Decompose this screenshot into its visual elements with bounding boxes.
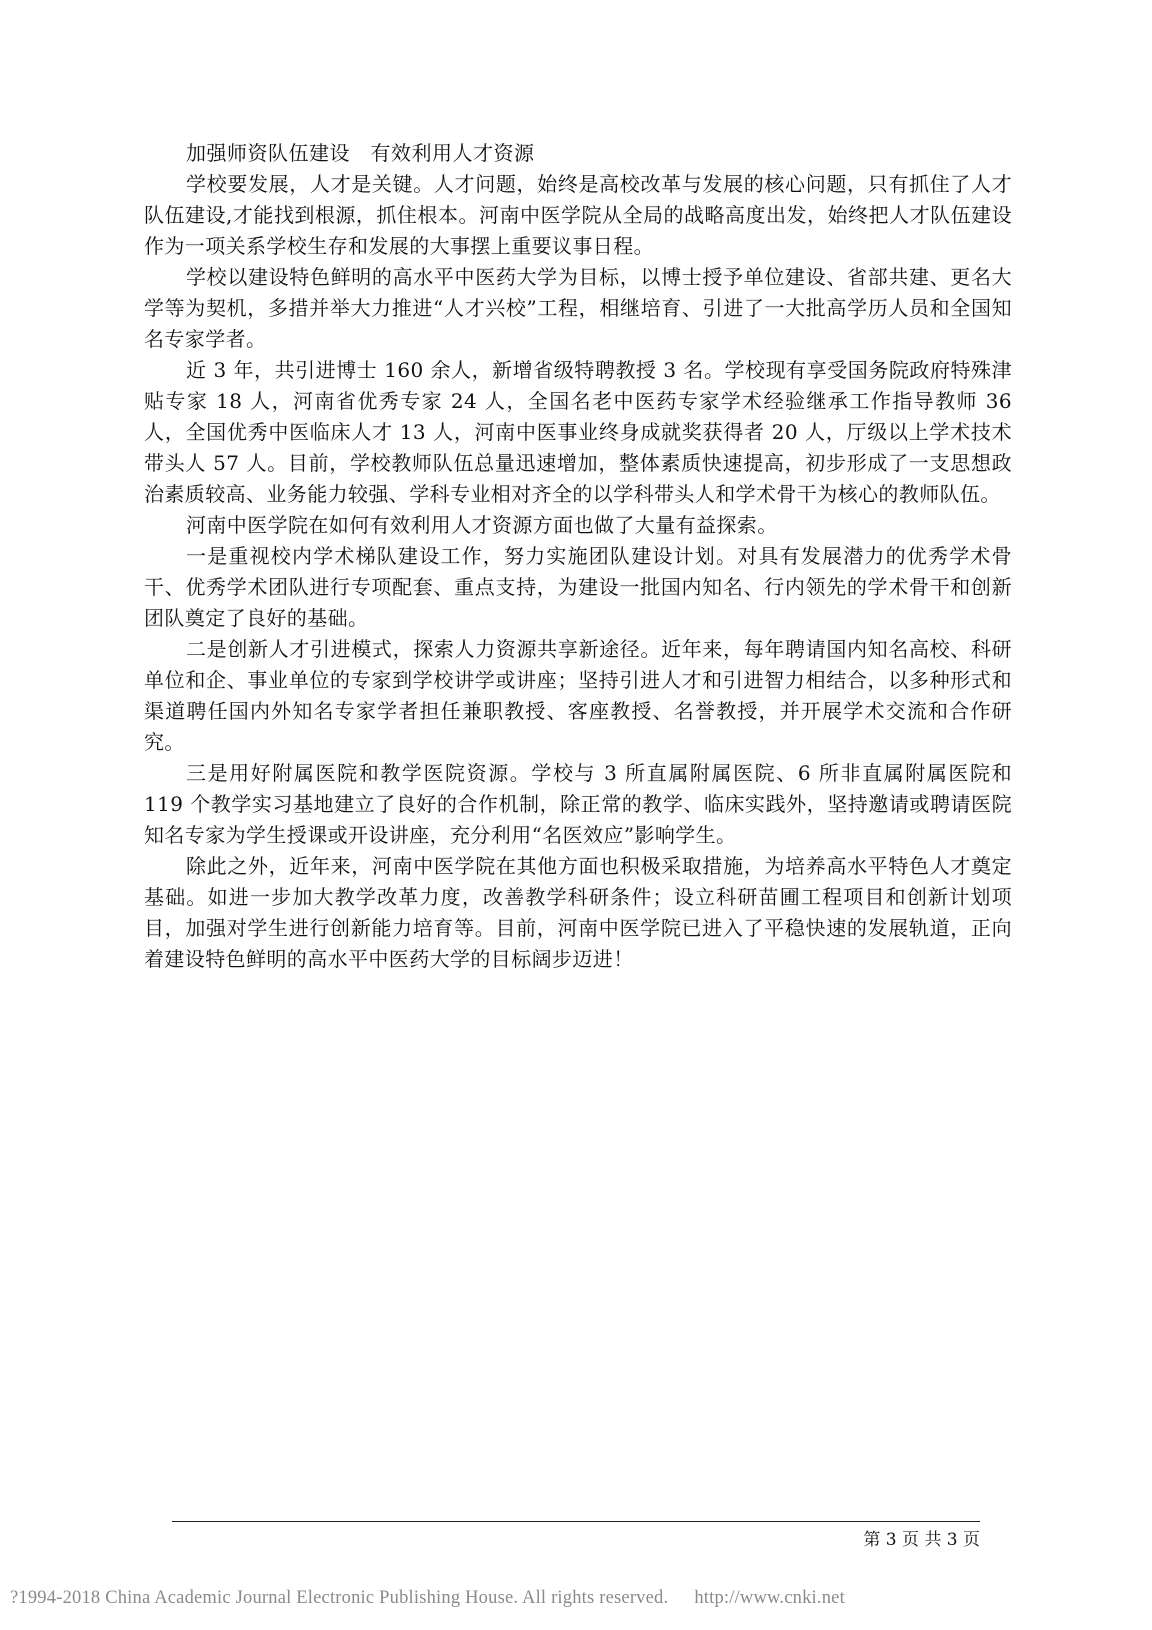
paragraph-3: 近 3 年，共引进博士 160 余人，新增省级特聘教授 3 名。学校现有享受国务院政府特殊津贴专家 18 人，河南省优秀专家 24 人，全国名老中医药专家学术经验继承工作指导教师 36 人，全国优秀中医临床人才 13 人，河南中医事业终身成就奖获得者 20 人，厅级以上学术技术带头人 57 人。目前，学校教师队伍总量迅速增加，整体素质快速提高，初步形成了一支思想政治素质较高、业务能力较强、学科专业相对齐全的以学科带头人和学术骨干为核心的教师队伍。 — [144, 358, 1012, 506]
paragraph-4: 河南中医学院在如何有效利用人才资源方面也做了大量有益探索。 — [186, 513, 778, 537]
paragraph-5: 一是重视校内学术梯队建设工作，努力实施团队建设计划。对具有发展潜力的优秀学术骨干、优秀学术团队进行专项配套、重点支持，为建设一批国内知名、行内领先的学术骨干和创新团队奠定了良好的基础。 — [144, 544, 1012, 630]
paragraph-2: 学校以建设特色鲜明的高水平中医药大学为目标，以博士授予单位建设、省部共建、更名大学等为契机，多措并举大力推进“人才兴校”工程，相继培育、引进了一大批高学历人员和全国知名专家学者。 — [144, 265, 1012, 351]
article-body — [144, 138, 1012, 975]
copyright-watermark — [10, 1586, 1142, 1610]
paragraph-8: 除此之外，近年来，河南中医学院在其他方面也积极采取措施，为培养高水平特色人才奠定基础。如进一步加大教学改革力度，改善教学科研条件；设立科研苗圃工程项目和创新计划项目，加强对学生进行创新能力培育等。目前，河南中医学院已进入了平稳快速的发展轨道，正向着建设特色鲜明的高水平中医药大学的目标阔步迈进！ — [144, 854, 1012, 971]
footer-divider — [172, 1521, 980, 1522]
cnki-url: http://www.cnki.net — [694, 1588, 845, 1608]
paragraph-6: 二是创新人才引进模式，探索人力资源共享新途径。近年来，每年聘请国内知名高校、科研单位和企、事业单位的专家到学校讲学或讲座；坚持引进人才和引进智力相结合，以多种形式和渠道聘任国内外知名专家学者担任兼职教授、客座教授、名誉教授，并开展学术交流和合作研究。 — [144, 637, 1012, 754]
paragraph-7: 三是用好附属医院和教学医院资源。学校与 3 所直属附属医院、6 所非直属附属医院和 119 个教学实习基地建立了良好的合作机制，除正常的教学、临床实践外，坚持邀请或聘请医院知名专家为学生授课或开设讲座，充分利用“名医效应”影响学生。 — [144, 761, 1012, 847]
page-number: 第 3 页 共 3 页 — [863, 1530, 980, 1550]
copyright-text: ?1994-2018 China Academic Journal Electronic Publishing House. All rights reserved. — [10, 1588, 669, 1608]
section-heading: 加强师资队伍建设 有效利用人才资源 — [186, 141, 535, 165]
paragraph-1: 学校要发展，人才是关键。人才问题，始终是高校改革与发展的核心问题，只有抓住了人才队伍建设,才能找到根源，抓住根本。河南中医学院从全局的战略高度出发，始终把人才队伍建设作为一项关系学校生存和发展的大事摆上重要议事日程。 — [144, 172, 1012, 258]
